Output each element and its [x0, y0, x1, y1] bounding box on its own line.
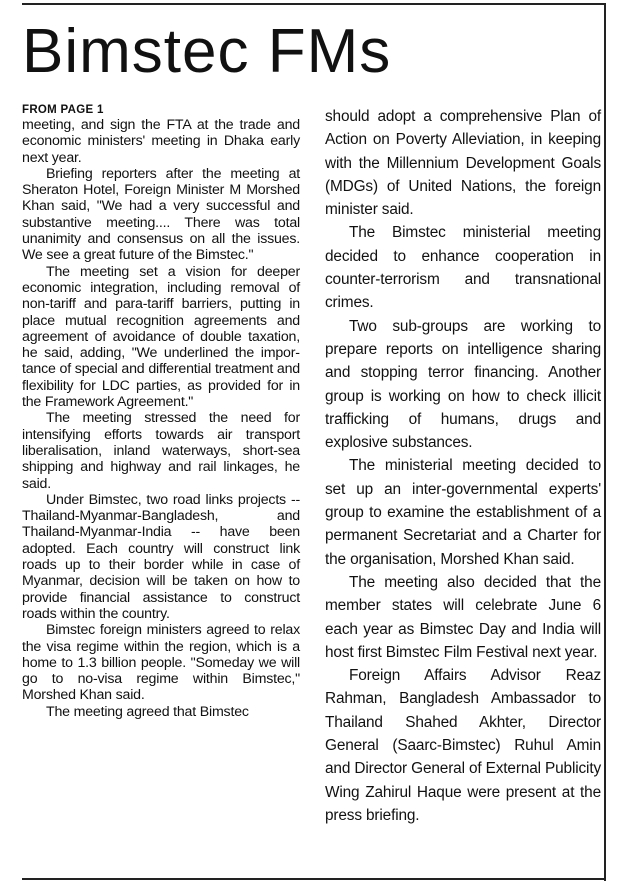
kicker: FROM PAGE 1	[22, 104, 104, 116]
paragraph: should adopt a comprehensive Plan of Action on Poverty Alleviation, in keeping with the Millennium Development Goals (MDGs) of United Nations, the foreign minister said.	[325, 108, 601, 219]
paragraph: Under Bimstec, two road links projects -- Thailand-Myanmar-Bangladesh, and Thailand-Myanmar-India -- have been adopted. Each country will construct link roads up to their border while in case of Myanmar, decision will be taken on how to provide financial assistance to construct roads within the country.	[22, 491, 300, 622]
right-column-rule	[604, 3, 606, 881]
bottom-rule	[22, 878, 606, 880]
paragraph: The meeting also decided that the member states will celebrate June 6 each year as Bimstec Day and India will host first Bimstec Film Festival next year.	[325, 573, 601, 661]
paragraph: The Bimstec ministerial meeting decided to enhance cooperation in counter-terrorism and transnational crimes.	[325, 224, 601, 312]
paragraph: The meeting stressed the need for intensifying efforts towards air transport liberalisation, inland waterways, short-sea shipping and highway and rail linkages, he said.	[22, 410, 300, 492]
paragraph: meeting, and sign the FTA at the trade and economic ministers' meeting in Dhaka early next year.	[22, 117, 300, 166]
paragraph: Bimstec foreign ministers agreed to relax the visa regime within the region, which is a home to 1.3 billion people. "Someday we will go to no-visa regime within Bimstec," Morshed Khan said.	[22, 622, 300, 704]
right-column	[325, 105, 601, 827]
top-rule	[22, 3, 606, 5]
paragraph: Two sub-groups are working to prepare reports on intelligence sharing and stopping terror financing. Another group is working on how to check illicit trafficking of humans, drugs and explosive substances.	[325, 317, 601, 452]
paragraph: The meeting agreed that Bimstec	[46, 703, 249, 720]
left-column	[22, 103, 300, 720]
paragraph: Briefing reporters after the meeting at Sheraton Hotel, Foreign Minister M Morshed Khan said, "We had a very successful and substantive meeting.... There was total unanimity and consensus on all the issues. We see a great future of the Bimstec."	[22, 165, 300, 264]
paragraph: Foreign Affairs Advisor Reaz Rahman, Bangladesh Ambassador to Thailand Shahed Akhter, Director General (Saarc-Bimstec) Ruhul Amin and Director General of External Publicity Wing Zahirul Haque were present at the press briefing.	[325, 667, 601, 824]
paragraph: The meeting set a vision for deeper economic integration, including removal of non-tariff and para-tariff barriers, putting in place mutual recognition agreements and agreement of avoidance of double taxation, he said, adding, "We underlined the importance of special and differential treatment and flexibility for LDC parties, as provided for in the Framework Agreement."	[22, 263, 300, 411]
paragraph: The ministerial meeting decided to set up an inter-governmental experts' group to examine the establishment of a permanent Secretariat and a Charter for the organisation, Morshed Khan said.	[325, 457, 601, 568]
headline: Bimstec FMs	[22, 17, 392, 86]
